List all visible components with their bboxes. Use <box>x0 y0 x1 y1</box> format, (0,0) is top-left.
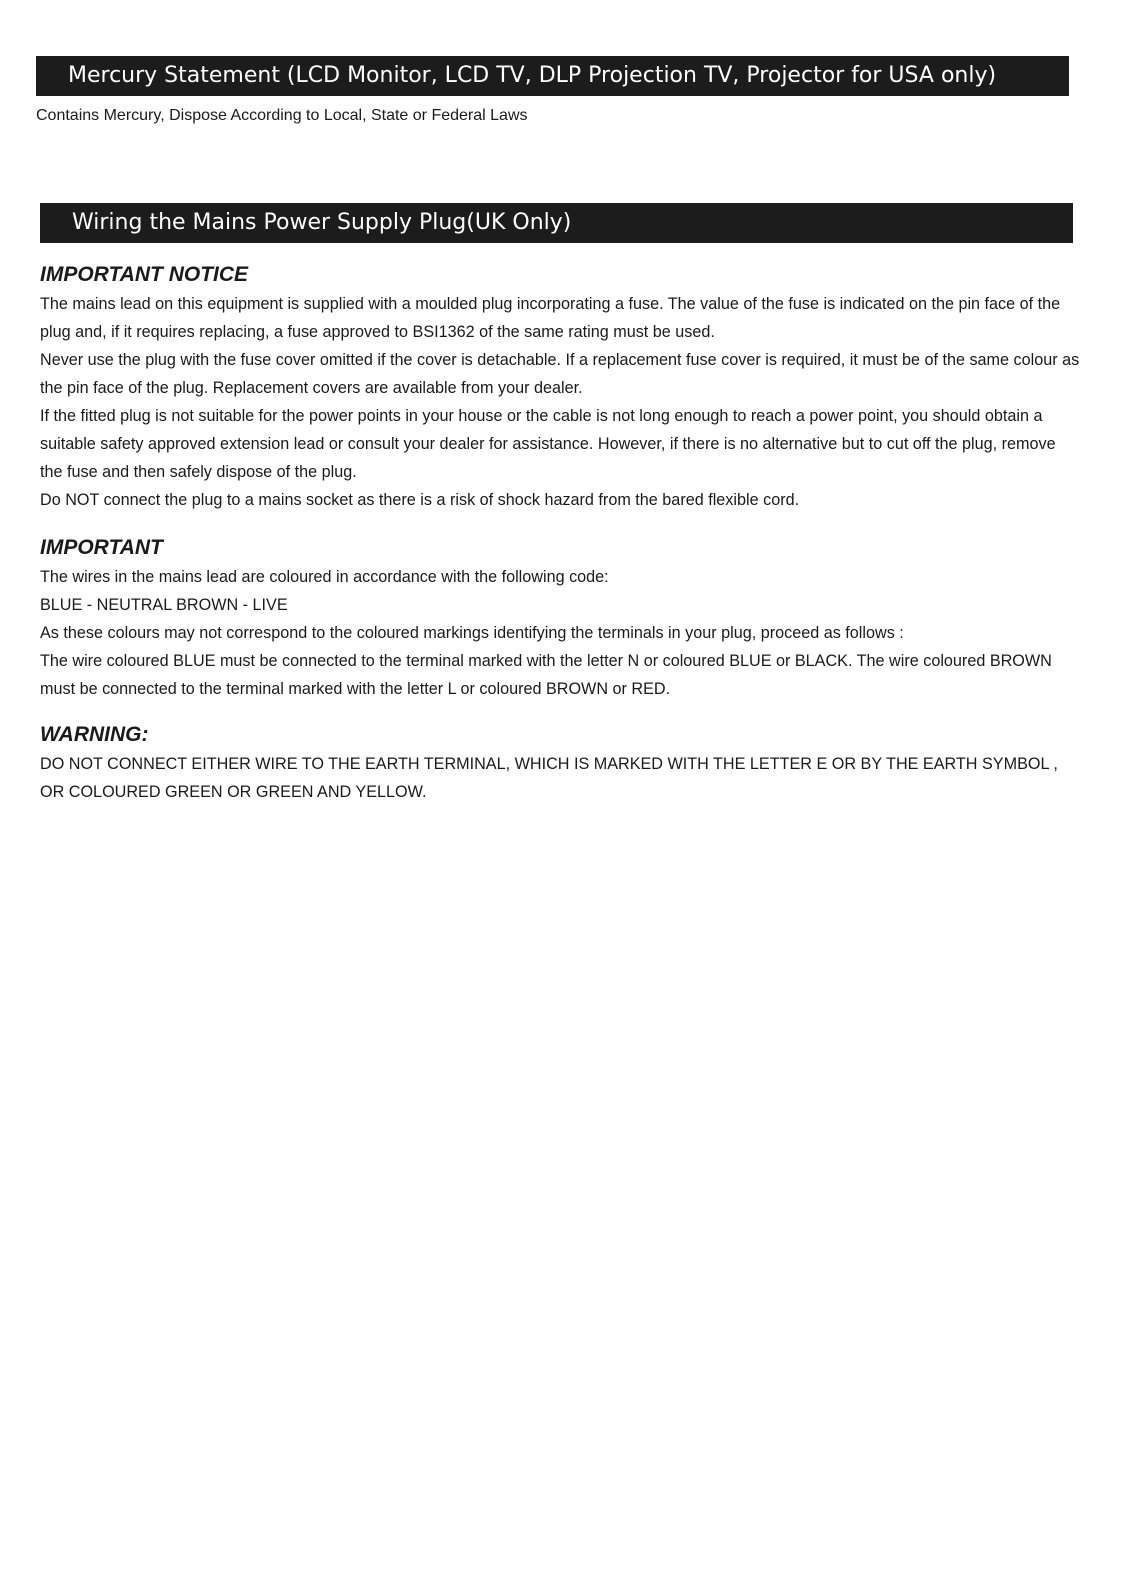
important-notice-body <box>40 290 1080 514</box>
important-body <box>40 563 1080 703</box>
important-heading: IMPORTANT <box>40 536 163 559</box>
warning-body <box>40 750 1080 806</box>
important-paragraph: The wire coloured BLUE must be connected to the terminal marked with the letter N or coloured BLUE or BLACK. The wire coloured BROWN must be connected to the terminal marked with the letter L or coloured BROWN or RED. <box>40 652 1052 698</box>
notice-paragraph: The mains lead on this equipment is supplied with a moulded plug incorporating a fuse. The value of the fuse is indicated on the pin face of the plug and, if it requires replacing, a fuse approved to BSI1362 of the same rating must be used. <box>40 295 1061 341</box>
warning-heading: WARNING: <box>40 723 149 746</box>
important-paragraph: The wires in the mains lead are coloured in accordance with the following code: <box>40 568 609 586</box>
important-paragraph: As these colours may not correspond to the coloured markings identifying the terminals in your plug, proceed as follows : <box>40 624 904 642</box>
mercury-statement-text: Contains Mercury, Dispose According to Local, State or Federal Laws <box>36 107 528 124</box>
notice-paragraph: Do NOT connect the plug to a mains socket as there is a risk of shock hazard from the bared flexible cord. <box>40 491 800 509</box>
important-notice-heading: IMPORTANT NOTICE <box>40 263 249 286</box>
notice-paragraph: Never use the plug with the fuse cover omitted if the cover is detachable. If a replacement fuse cover is required, it must be of the same colour as the pin face of the plug. Replacement covers are available from your dealer. <box>40 351 1080 397</box>
wiring-plug-banner: Wiring the Mains Power Supply Plug(UK Only) <box>40 203 1073 243</box>
wire-colour-code: BLUE - NEUTRAL BROWN - LIVE <box>40 596 288 614</box>
notice-paragraph: If the fitted plug is not suitable for the power points in your house or the cable is not long enough to reach a power point, you should obtain a suitable safety approved extension lead or consult your dealer for assistance. However, if there is no alternative but to cut off the plug, remove the fuse and then safely dispose of the plug. <box>40 407 1056 481</box>
mercury-statement-banner: Mercury Statement (LCD Monitor, LCD TV, DLP Projection TV, Projector for USA only) <box>36 56 1069 96</box>
warning-paragraph: DO NOT CONNECT EITHER WIRE TO THE EARTH TERMINAL, WHICH IS MARKED WITH THE LETTER E OR BY THE EARTH SYMBOL , OR COLOURED GREEN OR GREEN AND YELLOW. <box>40 755 1058 801</box>
